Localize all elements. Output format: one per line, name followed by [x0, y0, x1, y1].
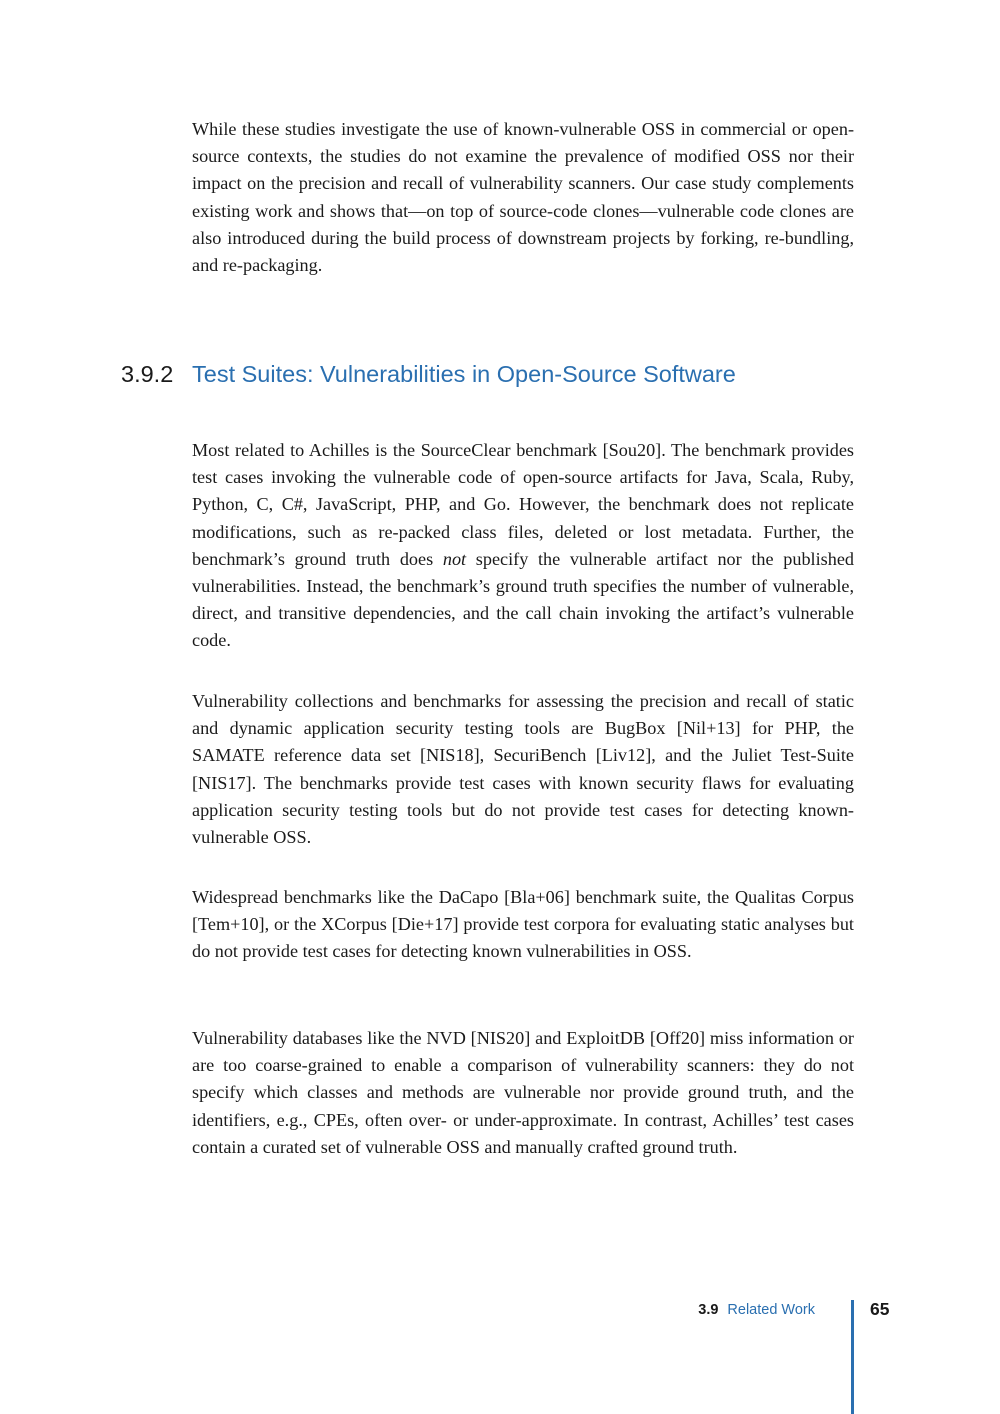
- footer-section-number: 3.9: [698, 1302, 719, 1318]
- paragraph-vulnerability-databases: Vulnerability databases like the NVD [NIS20] and ExploitDB [Off20] miss information or are too coarse-grained to enable a comparison of vulnerability scanners: they do not specify which classes and methods are vulnerable nor provide ground truth, and the identifiers, e.g., CPEs, often over- or under-approximate. In contrast, Achilles’ test cases contain a curated set of vulnerable OSS and manually crafted ground truth.: [192, 1028, 854, 1157]
- section-title: Test Suites: Vulnerabilities in Open-Source Software: [192, 361, 736, 387]
- footer-divider: [851, 1300, 854, 1414]
- page-number: 65: [870, 1299, 890, 1319]
- section-heading: [121, 356, 736, 392]
- emphasis-not: not: [442, 548, 467, 569]
- section-number: 3.9.2: [121, 361, 174, 387]
- running-footer: [698, 1300, 815, 1320]
- paragraph-text: specify the vulnerable artifact nor the published vulnerabilities. Instead, the benchmark’s ground truth specifies the number of vulnerable, direct, and transitive dependencies, and the call chain invoking the artifact’s vulnerable code.: [192, 548, 854, 651]
- paragraph-sourceclear: [192, 437, 854, 655]
- paragraph-text: Most related to Achilles is the SourceClear benchmark [Sou20]. The benchmark provides test cases invoking the vulnerable code of open-source artifacts for Java, Scala, Ruby, Python, C, C#, JavaScript, PHP, and Go. However, the benchmark does not replicate modifications, such as re-packed class files, deleted or lost metadata. Further, the benchmark’s ground truth does: [192, 440, 854, 569]
- intro-paragraph: While these studies investigate the use of known-vulnerable OSS in commercial or open-source contexts, the studies do not examine the prevalence of modified OSS nor their impact on the precision and recall of vulnerability scanners. Our case study complements existing work and shows that—on top of source-code clones—vulnerable code clones are also introduced during the build process of downstream projects by forking, re-bundling, and re-packaging.: [192, 119, 854, 276]
- paragraph-widespread-benchmarks: Widespread benchmarks like the DaCapo [Bla+06] benchmark suite, the Qualitas Corpus [Tem+10], or the XCorpus [Die+17] provide test corpora for evaluating static analyses but do not provide test cases for detecting known vulnerabilities in OSS.: [192, 887, 854, 962]
- footer-section-title: Related Work: [727, 1302, 815, 1318]
- paragraph-vulnerability-collections: Vulnerability collections and benchmarks for assessing the precision and recall of static and dynamic application security testing tools are BugBox [Nil+13] for PHP, the SAMATE reference data set [NIS18], SecuriBench [Liv12], and the Juliet Test-Suite [NIS17]. The benchmarks provide test cases with known security flaws for evaluating application security testing tools but do not provide test cases for detecting known-vulnerable OSS.: [192, 691, 854, 848]
